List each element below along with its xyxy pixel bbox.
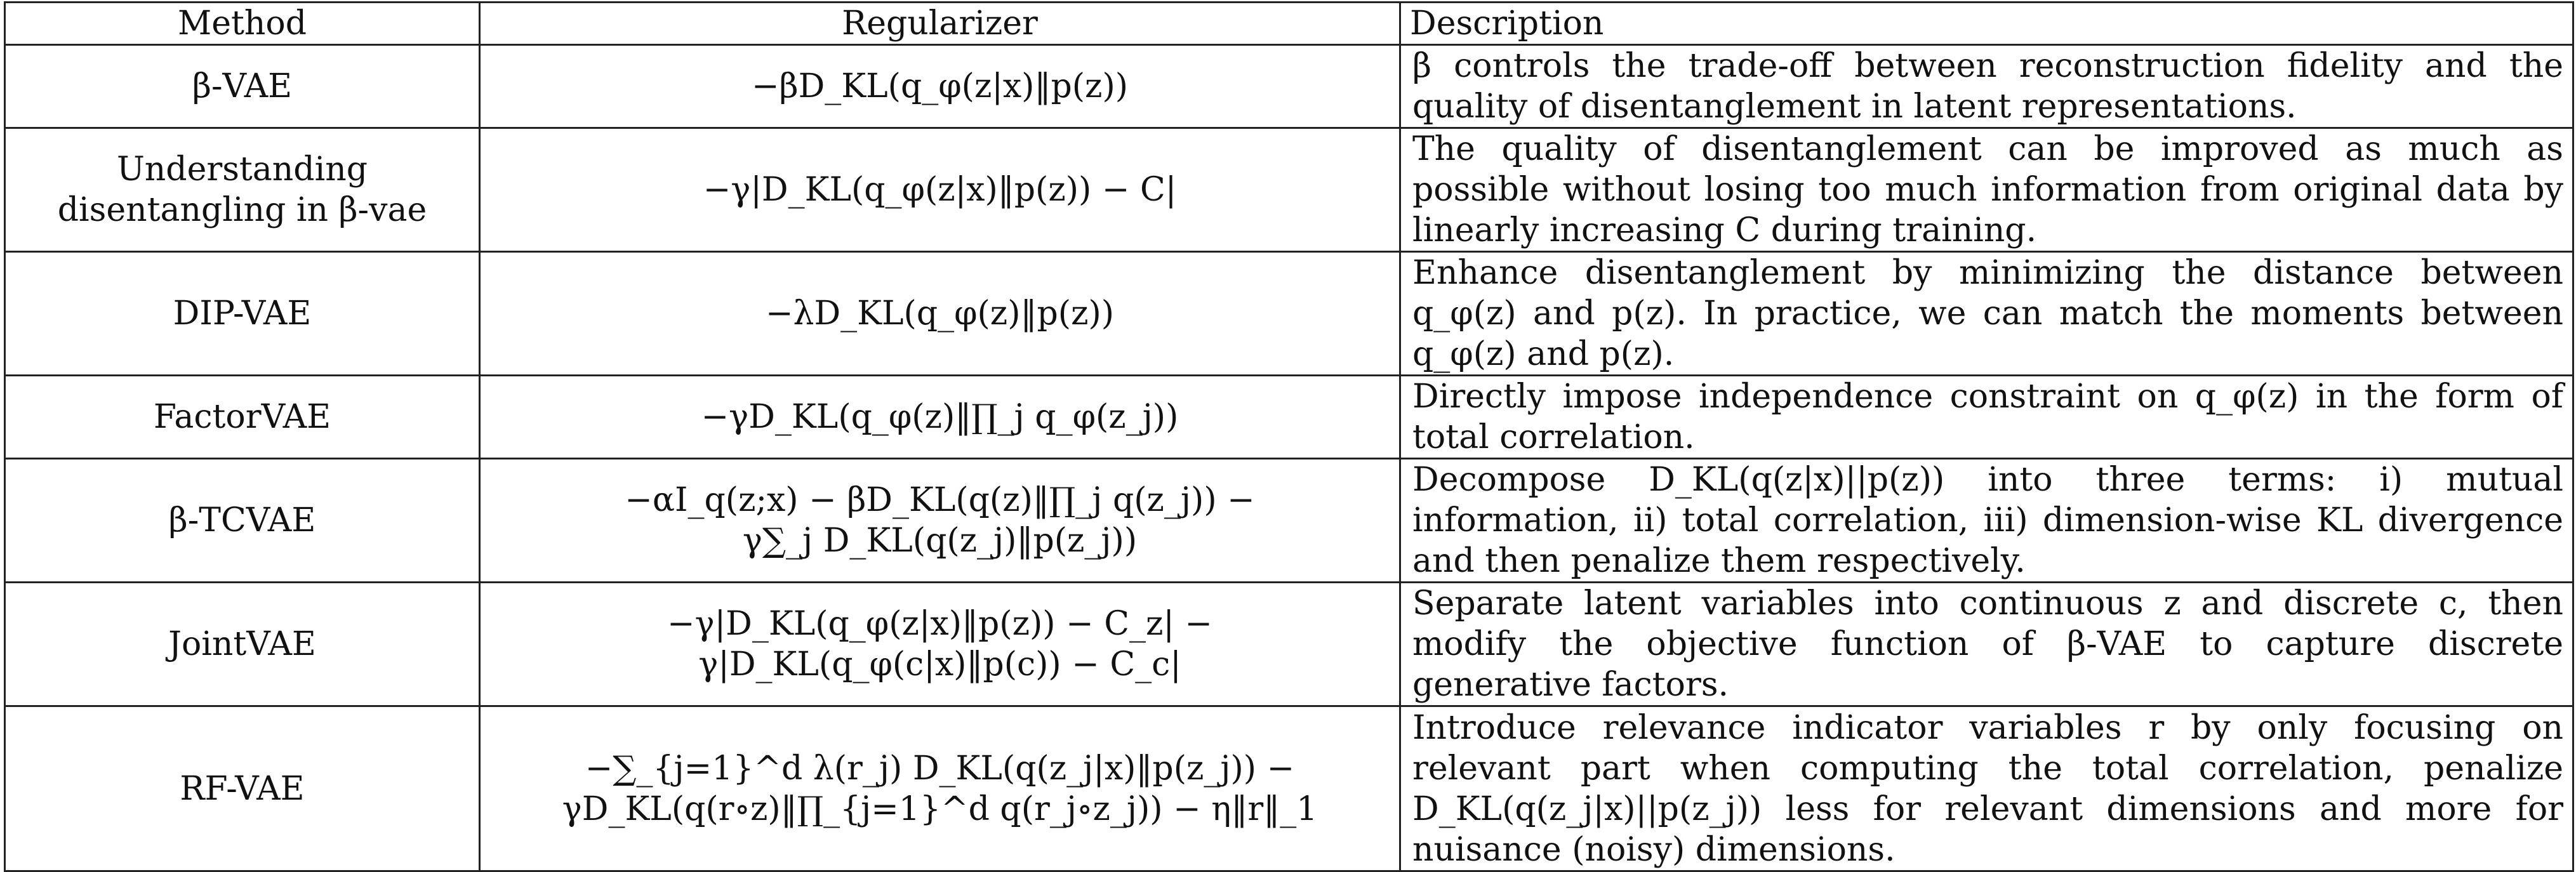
method-cell: FactorVAE <box>5 376 480 459</box>
regularizer-line: −γ|D_KL(q_φ(z|x)‖p(z)) − C_z| − <box>667 605 1212 643</box>
method-cell: RF-VAE <box>5 706 480 871</box>
regularizer-line: −∑_{j=1}^d λ(r_j) D_KL(q(z_j|x)‖p(z_j)) − <box>585 749 1295 788</box>
description-cell: The quality of disentanglement can be improved as much as possible without losing too much information from original data by linearly increasing C during training. <box>1400 128 2573 252</box>
regularizer-cell <box>480 459 1400 583</box>
regularizer-line: −λD_KL(q_φ(z)‖p(z)) <box>765 294 1115 333</box>
regularizer-line: −γD_KL(q_φ(z)‖∏_j q_φ(z_j)) <box>701 398 1179 436</box>
regularizer-cell <box>480 706 1400 871</box>
regularizer-cell <box>480 376 1400 459</box>
description-cell: Directly impose independence constraint on q_φ(z) in the form of total correlation. <box>1400 376 2573 459</box>
table-row <box>5 252 2573 376</box>
regularizer-line: γ|D_KL(q_φ(c|x)‖p(c)) − C_c| <box>698 645 1181 684</box>
description-cell: Introduce relevance indicator variables r by only focusing on relevant part when computing the total correlation, penalize D_KL(q(z_j|x)||p(z_j)) less for relevant dimensions and more for nuisance (noisy) dimensions. <box>1400 706 2573 871</box>
header-regularizer: Regularizer <box>480 3 1400 45</box>
regularizer-line: −αI_q(z;x) − βD_KL(q(z)‖∏_j q(z_j)) − <box>625 481 1255 519</box>
header-method: Method <box>5 3 480 45</box>
header-description: Description <box>1400 3 2573 45</box>
table-row <box>5 376 2573 459</box>
regularizer-line: γD_KL(q(r∘z)‖∏_{j=1}^d q(r_j∘z_j)) − η‖r‖_1 <box>562 789 1318 828</box>
table-row <box>5 706 2573 871</box>
header-row <box>5 3 2573 45</box>
table-row <box>5 583 2573 706</box>
regularizer-cell <box>480 128 1400 252</box>
regularizer-line: −βD_KL(q_φ(z|x)‖p(z)) <box>751 67 1129 105</box>
method-cell: DIP-VAE <box>5 252 480 376</box>
regularizer-cell <box>480 583 1400 706</box>
description-cell: β controls the trade-off between reconstruction fidelity and the quality of disentanglement in latent representations. <box>1400 45 2573 128</box>
regularizer-line: −γ|D_KL(q_φ(z|x)‖p(z)) − C| <box>703 171 1177 209</box>
description-cell: Enhance disentanglement by minimizing the distance between q_φ(z) and p(z). In practice, we can match the moments between q_φ(z) and p(z). <box>1400 252 2573 376</box>
method-cell: β-VAE <box>5 45 480 128</box>
regularizer-cell <box>480 252 1400 376</box>
description-cell: Separate latent variables into continuous z and discrete c, then modify the objective function of β-VAE to capture discrete generative factors. <box>1400 583 2573 706</box>
method-cell: JointVAE <box>5 583 480 706</box>
table-row <box>5 45 2573 128</box>
methods-table <box>4 1 2574 872</box>
method-cell: Understanding disentangling in β-vae <box>5 128 480 252</box>
table-row <box>5 459 2573 583</box>
method-cell: β-TCVAE <box>5 459 480 583</box>
regularizer-line: γ∑_j D_KL(q(z_j)‖p(z_j)) <box>742 522 1138 560</box>
description-cell: Decompose D_KL(q(z|x)||p(z)) into three terms: i) mutual information, ii) total correlation, iii) dimension-wise KL divergence and then penalize them respectively. <box>1400 459 2573 583</box>
table-row <box>5 128 2573 252</box>
regularizer-cell <box>480 45 1400 128</box>
